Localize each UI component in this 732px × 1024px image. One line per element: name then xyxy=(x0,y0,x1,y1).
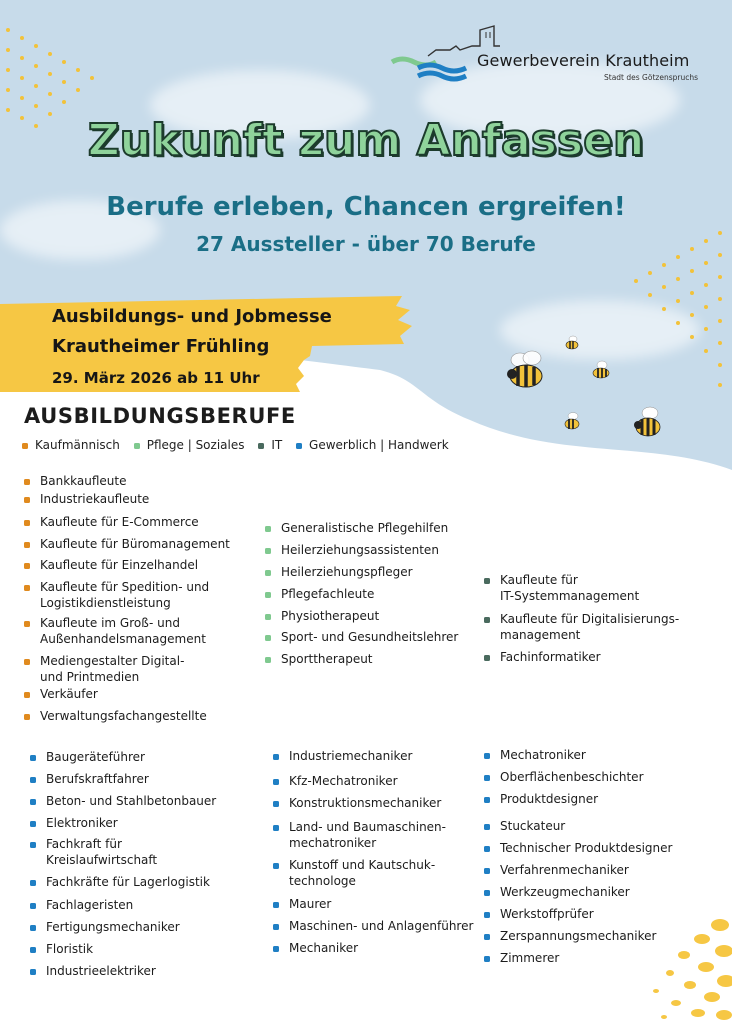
bullet-icon xyxy=(484,753,490,759)
bullet-icon xyxy=(30,880,36,886)
list-item-label: und Printmedien xyxy=(40,670,140,684)
bullet-icon xyxy=(484,797,490,803)
legend-item-kaufmaennisch xyxy=(22,438,120,452)
list-item-label: Fachlageristen xyxy=(46,898,134,912)
list-item-label: Heilerziehungspfleger xyxy=(281,565,413,579)
bullet-icon xyxy=(30,777,36,783)
legend-item-gewerblich xyxy=(296,438,449,452)
list-item-label: Stuckateur xyxy=(500,819,566,833)
list-item-label: Kaufleute für Büromanagement xyxy=(40,537,230,551)
list-item xyxy=(24,557,198,573)
list-item-label: Mechatroniker xyxy=(500,748,586,762)
list-item-label: Mechaniker xyxy=(289,941,359,955)
list-item xyxy=(484,572,639,604)
list-item xyxy=(30,793,216,809)
list-item xyxy=(265,520,448,536)
bullet-icon xyxy=(484,775,490,781)
bullet-icon xyxy=(273,801,279,807)
exhibitor-stats: 27 Aussteller - über 70 Berufe xyxy=(196,232,536,256)
bullet-icon xyxy=(273,863,279,869)
list-item-label: Industriemechaniker xyxy=(289,749,413,763)
bullet-icon xyxy=(273,825,279,831)
logo-subtitle: Stadt des Götzenspruchs xyxy=(604,73,698,82)
bullet-icon xyxy=(265,526,271,532)
list-item-label: Kaufleute für xyxy=(500,573,578,587)
bullet-icon xyxy=(484,934,490,940)
bullet-icon xyxy=(30,947,36,953)
bullet-icon xyxy=(30,755,36,761)
bullet-icon xyxy=(30,969,36,975)
list-item-label: Zerspannungsmechaniker xyxy=(500,929,657,943)
bee-icon xyxy=(564,335,580,351)
list-item-label: Verkäufer xyxy=(40,687,98,701)
list-item-label: Industriekaufleute xyxy=(40,492,150,506)
list-item xyxy=(484,818,565,834)
bullet-icon xyxy=(24,714,30,720)
bullet-icon xyxy=(24,585,30,591)
legend-item-pflege xyxy=(134,438,245,452)
list-item xyxy=(30,941,93,957)
list-item-label: Kaufleute für Digitalisierungs- xyxy=(500,612,680,626)
list-item xyxy=(24,514,199,530)
list-item-label: Floristik xyxy=(46,942,94,956)
list-item xyxy=(484,611,679,643)
list-item-label: Maurer xyxy=(289,897,332,911)
bullet-icon xyxy=(258,443,264,449)
bullet-icon xyxy=(265,657,271,663)
bullet-icon xyxy=(30,821,36,827)
bullet-icon xyxy=(24,479,30,485)
list-item-label: Kaufleute für Spedition- und xyxy=(40,580,210,594)
list-item-label: Fertigungsmechaniker xyxy=(46,920,180,934)
list-item-label: Fachkräfte für Lagerlogistik xyxy=(46,875,210,889)
list-item xyxy=(265,608,379,624)
list-item xyxy=(273,773,398,789)
bullet-icon xyxy=(484,956,490,962)
list-item xyxy=(265,564,413,580)
list-item xyxy=(30,749,145,765)
list-item-label: Kreislaufwirtschaft xyxy=(46,853,158,867)
bullet-icon xyxy=(484,617,490,623)
section-title: AUSBILDUNGSBERUFE xyxy=(24,404,296,428)
bullet-icon xyxy=(273,779,279,785)
list-item xyxy=(24,536,230,552)
bullet-icon xyxy=(265,548,271,554)
list-item xyxy=(265,651,373,667)
bullet-icon xyxy=(273,754,279,760)
list-item-label: Land- und Baumaschinen- xyxy=(289,820,446,834)
list-item-label: Technischer Produktdesigner xyxy=(500,841,673,855)
list-item xyxy=(273,940,358,956)
bullet-icon xyxy=(273,902,279,908)
bullet-icon xyxy=(296,443,302,449)
list-item-label: Fachinformatiker xyxy=(500,650,601,664)
list-item xyxy=(273,748,412,764)
list-item-label: Kfz-Mechatroniker xyxy=(289,774,398,788)
list-item xyxy=(30,836,157,868)
bullet-icon xyxy=(24,520,30,526)
bullet-icon xyxy=(484,655,490,661)
list-item-label: Verfahrenmechaniker xyxy=(500,863,629,877)
list-item xyxy=(265,542,439,558)
list-item xyxy=(24,491,149,507)
bullet-icon xyxy=(273,924,279,930)
legend-item-it xyxy=(258,438,282,452)
bullet-icon xyxy=(30,799,36,805)
list-item-label: Mediengestalter Digital- xyxy=(40,654,185,668)
bullet-icon xyxy=(30,903,36,909)
list-item-label: Baugeräteführer xyxy=(46,750,145,764)
bullet-icon xyxy=(24,497,30,503)
list-item xyxy=(484,862,629,878)
list-item-label: Zimmerer xyxy=(500,951,560,965)
list-item xyxy=(273,896,331,912)
list-item xyxy=(484,906,594,922)
bee-icon xyxy=(502,350,554,392)
list-item xyxy=(24,579,209,611)
bullet-icon xyxy=(265,635,271,641)
category-legend xyxy=(22,438,459,452)
list-item xyxy=(30,874,210,890)
list-item-label: Bankkaufleute xyxy=(40,474,127,488)
page-title: Zukunft zum Anfassen xyxy=(87,115,645,166)
list-item xyxy=(273,795,441,811)
list-item-label: Industrieelektriker xyxy=(46,964,156,978)
bullet-icon xyxy=(30,925,36,931)
bullet-icon xyxy=(484,890,490,896)
bullet-icon xyxy=(265,592,271,598)
list-item xyxy=(484,747,586,763)
list-item xyxy=(265,629,458,645)
bullet-icon xyxy=(22,443,28,449)
bullet-icon xyxy=(24,542,30,548)
bullet-icon xyxy=(24,563,30,569)
list-item xyxy=(484,884,630,900)
list-item xyxy=(24,708,207,724)
list-item xyxy=(24,615,206,647)
bullet-icon xyxy=(134,443,140,449)
list-item-label: management xyxy=(500,628,581,642)
list-item xyxy=(24,653,184,685)
bullet-icon xyxy=(265,570,271,576)
bullet-icon xyxy=(30,842,36,848)
list-item xyxy=(265,586,374,602)
bee-icon xyxy=(562,412,582,430)
banner-event-type: Ausbildungs- und Jobmesse xyxy=(52,306,332,327)
list-item-label: Pflegefachleute xyxy=(281,587,375,601)
list-item-label: Kaufleute für E-Commerce xyxy=(40,515,199,529)
list-item-label: Fachkraft für xyxy=(46,837,122,851)
list-item-label: Berufskraftfahrer xyxy=(46,772,149,786)
list-item xyxy=(30,919,180,935)
list-item xyxy=(484,840,672,856)
bullet-icon xyxy=(484,846,490,852)
list-item xyxy=(273,918,473,934)
list-item xyxy=(484,649,601,665)
list-item xyxy=(484,791,598,807)
legend-label: Pflege | Soziales xyxy=(146,438,245,452)
bee-icon xyxy=(590,360,612,380)
list-item-label: Maschinen- und Anlagenführer xyxy=(289,919,474,933)
list-item xyxy=(24,686,98,702)
list-item-label: Generalistische Pflegehilfen xyxy=(281,521,449,535)
bullet-icon xyxy=(273,946,279,952)
list-item xyxy=(30,897,133,913)
legend-label: Gewerblich | Handwerk xyxy=(309,438,449,452)
list-item-label: Elektroniker xyxy=(46,816,118,830)
list-item-label: Außenhandelsmanagement xyxy=(40,632,206,646)
list-item-label: Sport- und Gesundheitslehrer xyxy=(281,630,459,644)
list-item xyxy=(484,769,644,785)
page-subtitle: Berufe erleben, Chancen ergreifen! xyxy=(106,192,626,222)
list-item xyxy=(273,857,435,889)
bullet-icon xyxy=(484,868,490,874)
list-item xyxy=(24,473,126,489)
list-item-label: Werkstoffprüfer xyxy=(500,907,594,921)
list-item-label: Produktdesigner xyxy=(500,792,599,806)
list-item-label: Verwaltungsfachangestellte xyxy=(40,709,207,723)
list-item-label: technologe xyxy=(289,874,356,888)
list-item-label: Oberflächenbeschichter xyxy=(500,770,644,784)
list-item-label: Sporttherapeut xyxy=(281,652,373,666)
list-item-label: Kaufleute im Groß- und xyxy=(40,616,180,630)
list-item-label: Kaufleute für Einzelhandel xyxy=(40,558,199,572)
list-item-label: IT-Systemmanagement xyxy=(500,589,640,603)
bullet-icon xyxy=(24,659,30,665)
list-item xyxy=(484,928,656,944)
banner-event-name: Krautheimer Frühling xyxy=(52,336,270,357)
list-item-label: Beton- und Stahlbetonbauer xyxy=(46,794,217,808)
list-item xyxy=(30,815,118,831)
bullet-icon xyxy=(484,578,490,584)
bee-icon xyxy=(630,406,666,440)
list-item xyxy=(30,771,149,787)
list-item-label: Heilerziehungsassistenten xyxy=(281,543,439,557)
legend-label: Kaufmännisch xyxy=(35,438,120,452)
list-item-label: mechatroniker xyxy=(289,836,377,850)
legend-label: IT xyxy=(271,438,283,452)
list-item xyxy=(30,963,156,979)
bullet-icon xyxy=(24,692,30,698)
bullet-icon xyxy=(24,621,30,627)
bullet-icon xyxy=(484,912,490,918)
list-item-label: Logistikdienstleistung xyxy=(40,596,171,610)
banner-event-date: 29. März 2026 ab 11 Uhr xyxy=(52,369,260,387)
bullet-icon xyxy=(484,824,490,830)
bullet-icon xyxy=(265,614,271,620)
list-item-label: Kunstoff und Kautschuk- xyxy=(289,858,436,872)
logo-name: Gewerbeverein Krautheim xyxy=(477,51,690,70)
list-item-label: Werkzeugmechaniker xyxy=(500,885,630,899)
list-item-label: Konstruktionsmechaniker xyxy=(289,796,442,810)
list-item xyxy=(273,819,446,851)
list-item-label: Physiotherapeut xyxy=(281,609,380,623)
list-item xyxy=(484,950,559,966)
dot-pattern-bottom-right xyxy=(640,905,732,1024)
